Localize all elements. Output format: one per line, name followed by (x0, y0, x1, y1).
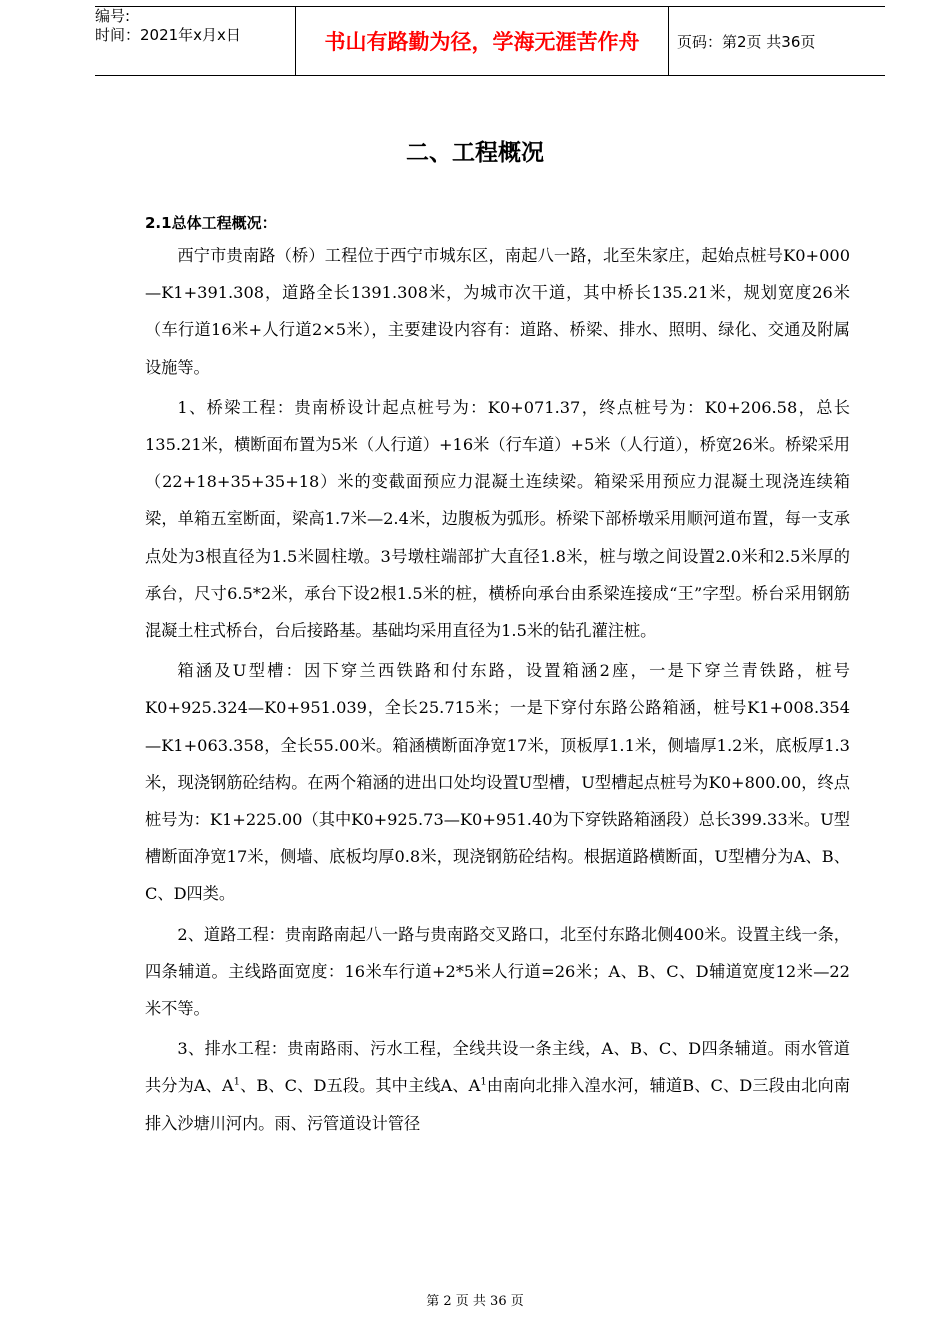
paragraph-road: 2、道路工程：贵南路南起八一路与贵南路交叉路口，北至付东路北侧400米。设置主线一条，四条辅道。主线路面宽度：16米车行道+2*5米人行道=26米；A、B、C、D辅道宽度12米—22米不等。 (145, 924, 850, 1019)
document-body (145, 212, 850, 1145)
header-meta (95, 7, 295, 75)
paragraph-bridge: 1、桥梁工程：贵南桥设计起点桩号为：K0+071.37，终点桩号为：K0+206.58，总长135.21米，横断面布置为5米（人行道）+16米（行车道）+5米（人行道），桥宽26米。桥梁采用（22+18+35+35+18）米的变截面预应力混凝土连续梁。箱梁采用预应力混凝土现浇连续箱梁，单箱五室断面，梁高1.7米—2.4米，边腹板为弧形。桥梁下部桥墩采用顺河道布置，每一支承点处为3根直径为1.5米圆柱墩。3号墩柱端部扩大直径1.8米，桩与墩之间设置2.0米和2.5米厚的承台，尺寸6.5*2米，承台下设2根1.5米的桩，横桥向承台由系梁连接成“王”字型。桥台采用钢筋混凝土柱式桥台，台后接路基。基础均采用直径为1.5米的钻孔灌注桩。 (145, 397, 850, 641)
drainage-text-2: 、B、C、D五段。其中主线A、A (240, 1076, 481, 1096)
paragraph-overview: 西宁市贵南路（桥）工程位于西宁市城东区，南起八一路，北至朱家庄，起始点桩号K0+000—K1+391.308，道路全长1391.308米，为城市次干道，其中桥长135.21米，规划宽度26米（车行道16米+人行道2×5米），主要建设内容有：道路、桥梁、排水、照明、绿化、交通及附属设施等。 (145, 246, 850, 377)
header-page-number: 页码：第2页 共36页 (677, 32, 816, 51)
drainage-text-1: 3、排水工程：贵南路雨、污水工程，全线共设一条主线，A、B、C、D四条辅道。雨水管道共分为A、A (145, 1039, 850, 1096)
section-heading: 2.1总体工程概况： (145, 214, 277, 232)
time-label: 时间：2021年x月x日 (95, 26, 241, 44)
page-title: 二、工程概况 (406, 140, 544, 166)
serial-label: 编号: (95, 7, 131, 25)
superscript-2: 1 (480, 1077, 487, 1089)
page-footer: 第 2 页 共 36 页 (426, 1294, 524, 1309)
paragraph-drainage (145, 1030, 850, 1142)
drainage-text-3: 由南向北排入湟水河，辅道B、C、D三段由北向南排入沙塘川河内。雨、污管道设计管径 (145, 1076, 851, 1133)
superscript-1: 1 (233, 1077, 241, 1089)
header-motto: 书山有路勤为径，学海无涯苦作舟 (295, 7, 669, 75)
page-header (95, 6, 885, 76)
paragraph-culvert: 箱涵及U型槽：因下穿兰西铁路和付东路，设置箱涵2座，一是下穿兰青铁路，桩号K0+925.324—K0+951.039，全长25.715米；一是下穿付东路公路箱涵，桩号K1+008.354—K1+063.358，全长55.00米。箱涵横断面净宽17米，顶板厚1.1米，侧墙厚1.2米，底板厚1.3米，现浇钢筋砼结构。在两个箱涵的进出口处均设置U型槽，U型槽起点桩号为K0+800.00，终点桩号为：K1+225.00（其中K0+925.73—K0+951.40为下穿铁路箱涵段）总长399.33米。U型槽断面净宽17米，侧墙、底板均厚0.8米，现浇钢筋砼结构。根据道路横断面，U型槽分为A、B、C、D四类。 (145, 661, 850, 904)
